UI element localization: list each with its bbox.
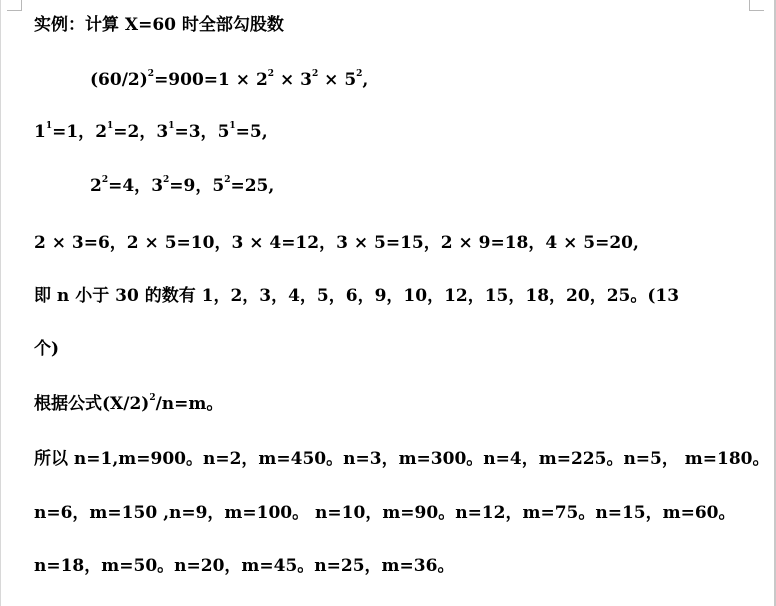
n-list-continuation: 个) bbox=[34, 339, 60, 359]
formula-rule: 根据公式$(X/2)^2/n=m$。 bbox=[34, 393, 224, 414]
example-title: 实例：计算 X=60 时全部勾股数 bbox=[34, 15, 284, 35]
square-powers-line: $2^2=4$，$3^2=9$，$5^2=25$, bbox=[90, 175, 275, 196]
page-corner-mark-left bbox=[7, 0, 22, 11]
products-line: 2 × 3=6，2 × 5=10，3 × 4=12，3 × 5=15，2 × 9=18，4 × 5=20, bbox=[34, 233, 639, 253]
results-line-2: n=6，m=150 ,n=9，m=100。 n=10，m=90。n=12，m=75。n=15，m=60。 bbox=[34, 503, 736, 523]
formula-factorization: $(60/2)^2=900=1 \times 2^2 \times 3^2 \times 5^2$, bbox=[90, 69, 369, 90]
results-line-1: 所以 n=1,m=900。n=2，m=450。n=3，m=300。n=4，m=225。n=5， m=180。 bbox=[34, 449, 770, 469]
page-corner-mark-right bbox=[749, 0, 764, 11]
n-list-line: 即 n 小于 30 的数有 1，2，3，4，5，6，9，10，12，15，18，20，25。(13 bbox=[34, 286, 680, 306]
first-powers-line: $1^1=1$，$2^1=2$，$3^1=3$，$5^1=5$, bbox=[34, 121, 268, 142]
results-line-3: n=18，m=50。n=20，m=45。n=25，m=36。 bbox=[34, 556, 455, 576]
